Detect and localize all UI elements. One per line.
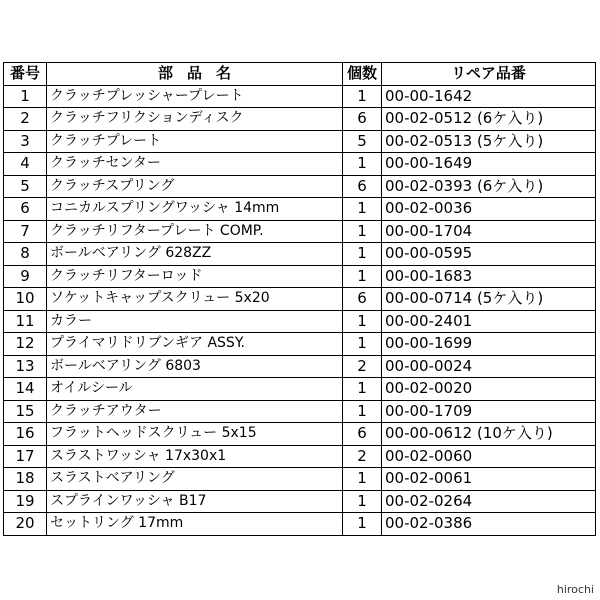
- quantity: 6: [343, 108, 382, 131]
- repair-number: 00-02-0060: [382, 445, 596, 468]
- repair-number: 00-00-1642: [382, 85, 596, 108]
- quantity: 2: [343, 355, 382, 378]
- part-name: クラッチプレート: [47, 130, 343, 153]
- part-name: クラッチスプリング: [47, 175, 343, 198]
- quantity: 1: [343, 243, 382, 266]
- row-number: 19: [4, 490, 47, 513]
- part-name: プライマリドリブンギア ASSY.: [47, 333, 343, 356]
- table-row: [4, 85, 596, 108]
- row-number: 6: [4, 198, 47, 221]
- table-header-row: [4, 63, 596, 86]
- quantity: 1: [343, 153, 382, 176]
- repair-number: 00-00-0024: [382, 355, 596, 378]
- repair-number: 00-00-1649: [382, 153, 596, 176]
- repair-number: 00-00-1699: [382, 333, 596, 356]
- repair-number: 00-02-0264: [382, 490, 596, 513]
- repair-number: 00-02-0393 (6ケ入り): [382, 175, 596, 198]
- table-row: [4, 490, 596, 513]
- part-name: クラッチプレッシャープレート: [47, 85, 343, 108]
- part-name: クラッチセンター: [47, 153, 343, 176]
- repair-number: 00-00-1683: [382, 265, 596, 288]
- part-name: ボールベアリング 628ZZ: [47, 243, 343, 266]
- watermark: hirochi: [556, 583, 594, 596]
- table-row: [4, 333, 596, 356]
- row-number: 2: [4, 108, 47, 131]
- parts-table: [3, 62, 596, 536]
- table-row: [4, 288, 596, 311]
- repair-number: 00-02-0061: [382, 468, 596, 491]
- table-row: [4, 243, 596, 266]
- table-row: [4, 198, 596, 221]
- table-row: [4, 108, 596, 131]
- row-number: 4: [4, 153, 47, 176]
- table-body: [4, 85, 596, 535]
- row-number: 13: [4, 355, 47, 378]
- quantity: 2: [343, 445, 382, 468]
- part-name: フラットヘッドスクリュー 5x15: [47, 423, 343, 446]
- table-row: [4, 130, 596, 153]
- repair-number: 00-02-0512 (6ケ入り): [382, 108, 596, 131]
- repair-number: 00-02-0386: [382, 513, 596, 536]
- row-number: 5: [4, 175, 47, 198]
- part-name: カラー: [47, 310, 343, 333]
- part-name: ボールベアリング 6803: [47, 355, 343, 378]
- quantity: 1: [343, 310, 382, 333]
- table-row: [4, 220, 596, 243]
- row-number: 18: [4, 468, 47, 491]
- table-row: [4, 153, 596, 176]
- table-row: [4, 513, 596, 536]
- repair-number: 00-00-2401: [382, 310, 596, 333]
- part-name: ソケットキャップスクリュー 5x20: [47, 288, 343, 311]
- header-repair-number: リペア品番: [382, 63, 596, 86]
- table-row: [4, 468, 596, 491]
- repair-number: 00-00-1709: [382, 400, 596, 423]
- quantity: 6: [343, 175, 382, 198]
- header-quantity: 個数: [343, 63, 382, 86]
- repair-number: 00-00-1704: [382, 220, 596, 243]
- row-number: 7: [4, 220, 47, 243]
- repair-number: 00-00-0595: [382, 243, 596, 266]
- row-number: 16: [4, 423, 47, 446]
- part-name: スラストワッシャ 17x30x1: [47, 445, 343, 468]
- row-number: 17: [4, 445, 47, 468]
- table-row: [4, 355, 596, 378]
- table-row: [4, 175, 596, 198]
- table-row: [4, 400, 596, 423]
- repair-number: 00-00-0714 (5ケ入り): [382, 288, 596, 311]
- quantity: 5: [343, 130, 382, 153]
- quantity: 1: [343, 85, 382, 108]
- repair-number: 00-02-0020: [382, 378, 596, 401]
- row-number: 20: [4, 513, 47, 536]
- table-row: [4, 310, 596, 333]
- row-number: 11: [4, 310, 47, 333]
- row-number: 14: [4, 378, 47, 401]
- quantity: 1: [343, 400, 382, 423]
- quantity: 1: [343, 378, 382, 401]
- row-number: 3: [4, 130, 47, 153]
- part-name: クラッチアウター: [47, 400, 343, 423]
- table-row: [4, 378, 596, 401]
- part-name: オイルシール: [47, 378, 343, 401]
- quantity: 1: [343, 468, 382, 491]
- row-number: 8: [4, 243, 47, 266]
- part-name: コニカルスプリングワッシャ 14mm: [47, 198, 343, 221]
- quantity: 6: [343, 423, 382, 446]
- part-name: スプラインワッシャ B17: [47, 490, 343, 513]
- quantity: 1: [343, 220, 382, 243]
- header-part-name: 部品名: [47, 63, 343, 86]
- table-row: [4, 423, 596, 446]
- quantity: 1: [343, 265, 382, 288]
- part-name: クラッチフリクションディスク: [47, 108, 343, 131]
- part-name: クラッチリフターロッド: [47, 265, 343, 288]
- quantity: 1: [343, 513, 382, 536]
- quantity: 1: [343, 333, 382, 356]
- row-number: 15: [4, 400, 47, 423]
- part-name: クラッチリフタープレート COMP.: [47, 220, 343, 243]
- row-number: 12: [4, 333, 47, 356]
- repair-number: 00-02-0513 (5ケ入り): [382, 130, 596, 153]
- table-row: [4, 265, 596, 288]
- part-name: セットリング 17mm: [47, 513, 343, 536]
- repair-number: 00-00-0612 (10ケ入り): [382, 423, 596, 446]
- repair-number: 00-02-0036: [382, 198, 596, 221]
- row-number: 10: [4, 288, 47, 311]
- quantity: 6: [343, 288, 382, 311]
- quantity: 1: [343, 198, 382, 221]
- row-number: 1: [4, 85, 47, 108]
- row-number: 9: [4, 265, 47, 288]
- quantity: 1: [343, 490, 382, 513]
- part-name: スラストベアリング: [47, 468, 343, 491]
- table-row: [4, 445, 596, 468]
- header-number: 番号: [4, 63, 47, 86]
